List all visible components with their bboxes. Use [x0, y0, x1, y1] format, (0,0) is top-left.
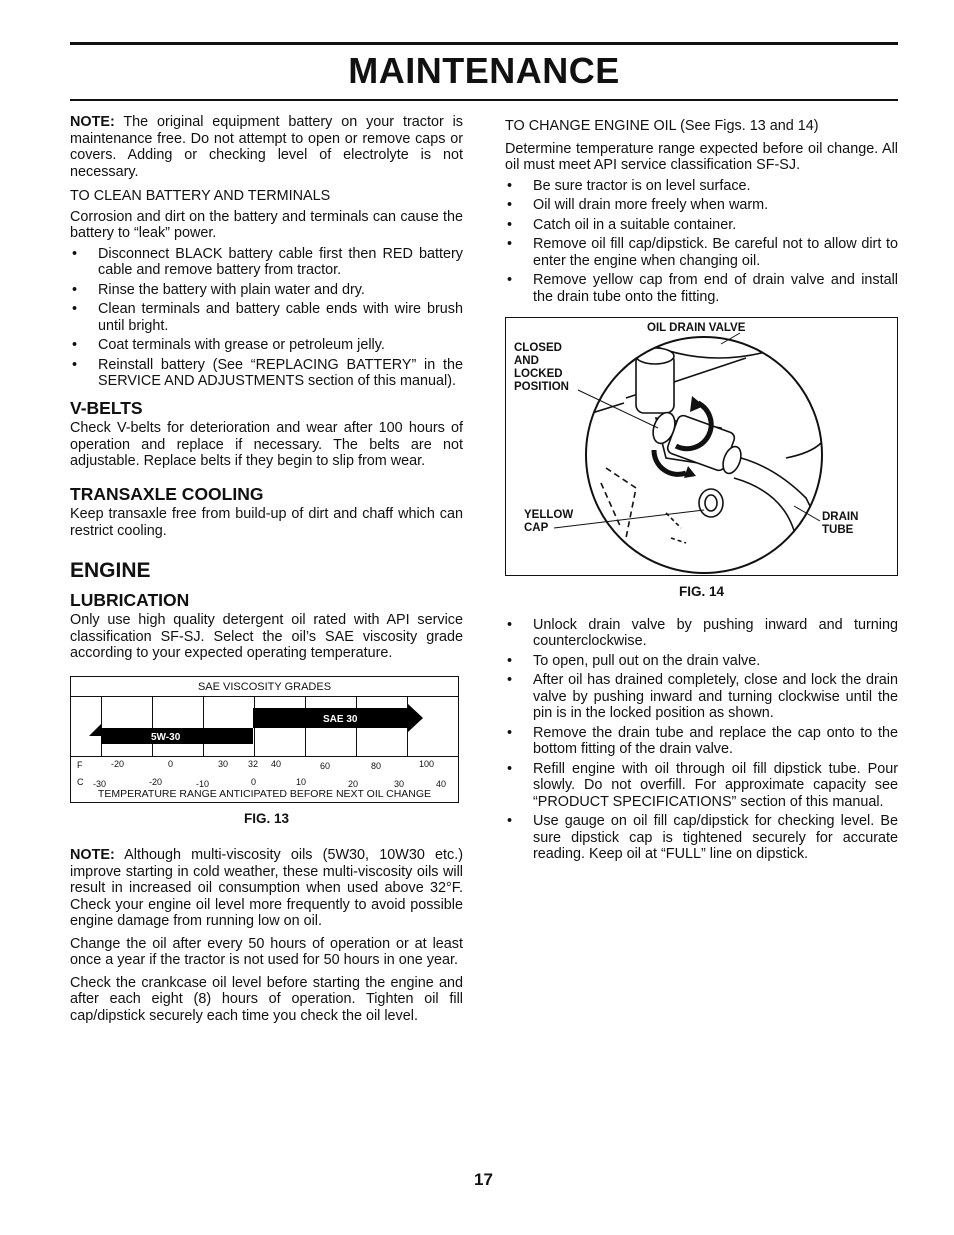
list-item: • Remove oil fill cap/dipstick. Be careful not to allow dirt to enter the engine when changing oil. — [505, 236, 898, 269]
label-yellow-cap: YELLOW CAP — [524, 509, 574, 534]
fig14-caption: FIG. 14 — [678, 584, 724, 599]
vbelts-text: Check V-belts for deterioration and wear after 100 hours of operation and replace if necessary. The belts are not adjustable. Replace belts if they begin to slip from wear. — [70, 420, 463, 469]
oil-change-interval: Change the oil after every 50 hours of operation or at least once a year if the tractor is not used for 50 hours in one year. — [70, 935, 463, 968]
list-item: • Use gauge on oil fill cap/dipstick for checking level. Be sure dipstick cap is tightened securely for accurate reading. Keep oil at “FULL” line on dipstick. — [505, 813, 898, 863]
tick-label: 0 — [168, 758, 174, 769]
scale-rule — [71, 756, 458, 757]
chart-footer: TEMPERATURE RANGE ANTICIPATED BEFORE NEXT OIL CHANGE — [97, 787, 432, 800]
tick-label: 20 — [348, 778, 359, 789]
multi-viscosity-note: NOTE: Although multi-viscosity oils (5W30, 10W30 etc.) improve starting in cold weather, these multi-viscosity oils will result in increased oil consumption when used above 32°F. Check your engine oil level more frequently to avoid possible engine damage from running low on oil. — [70, 847, 463, 929]
tick-label: 40 — [271, 758, 282, 769]
drain-valve-figure — [505, 317, 898, 576]
header-top-rule — [70, 42, 898, 45]
oil-change-intro: Determine temperature range expected before oil change. All oil must meet API service classification SF-SJ. — [505, 140, 898, 173]
list-item: • Oil will drain more freely when warm. — [505, 197, 898, 214]
label-drain-tube: DRAIN TUBE — [822, 511, 859, 536]
list-item: • Remove yellow cap from end of drain valve and install the drain tube onto the fitting. — [505, 272, 898, 305]
label-closed-locked: CLOSED AND LOCKED POSITION — [514, 342, 569, 393]
tick-label: 100 — [419, 758, 435, 769]
left-column — [70, 114, 463, 1028]
list-item: • Rinse the battery with plain water and dry. — [70, 282, 463, 299]
tick-label: 0 — [251, 776, 257, 787]
list-item: • Disconnect BLACK battery cable first then RED battery cable and remove battery from tractor. — [70, 246, 463, 279]
label-oil-drain-valve: OIL DRAIN VALVE — [647, 322, 746, 334]
bar-5w30-label: 5W-30 — [151, 731, 181, 743]
list-item: • Reinstall battery (See “REPLACING BATTERY” in the SERVICE AND ADJUSTMENTS section of this manual). — [70, 357, 463, 390]
tick-label: 32 — [248, 758, 259, 769]
battery-note: NOTE: The original equipment battery on your tractor is maintenance free. Do not attempt to open or remove caps or covers. Adding or checking level of electrolyte is not necessary. — [70, 114, 463, 180]
c-scale-label: C — [77, 776, 84, 787]
battery-caption: TO CLEAN BATTERY AND TERMINALS — [70, 188, 331, 204]
tick-label: -30 — [93, 778, 107, 789]
f-scale-label: F — [77, 759, 83, 770]
tick-label: 30 — [394, 778, 405, 789]
tick-label: -20 — [111, 758, 125, 769]
list-item: • Remove the drain tube and replace the cap onto to the bottom fitting of the drain valve. — [505, 725, 898, 758]
tick-label: 10 — [296, 776, 307, 787]
bar-sae30-label: SAE 30 — [323, 713, 358, 725]
oil-change-caption: TO CHANGE ENGINE OIL (See Figs. 13 and 14) — [505, 118, 819, 134]
battery-steps — [70, 246, 463, 390]
lubrication-heading: LUBRICATION — [70, 589, 190, 610]
tick-label: -20 — [149, 776, 163, 787]
list-item: • Refill engine with oil through oil fill dipstick tube. Pour slowly. Do not overfill. For approximate capacity see “PRODUCT SPECIFICATIONS” section of this manual. — [505, 761, 898, 811]
viscosity-chart — [70, 676, 459, 803]
list-item: • After oil has drained completely, close and lock the drain valve by pushing inward and turning clockwise until the pin is in the locked position as shown. — [505, 672, 898, 722]
oil-check-text: Check the crankcase oil level before starting the engine and after each eight (8) hours of operation. Tighten oil fill cap/dipstick securely each time you check the oil level. — [70, 974, 463, 1024]
page-number: 17 — [474, 1170, 493, 1189]
page-title: MAINTENANCE — [348, 50, 620, 91]
battery-intro: Corrosion and dirt on the battery and terminals can cause the battery to “leak” power. — [70, 208, 463, 241]
tick-label: -10 — [196, 778, 210, 789]
engine-heading: ENGINE — [70, 559, 151, 582]
tick-label: 60 — [320, 760, 331, 771]
tick-label: 40 — [436, 778, 447, 789]
list-item: • To open, pull out on the drain valve. — [505, 653, 898, 670]
list-item: • Be sure tractor is on level surface. — [505, 178, 898, 195]
fig13-caption: FIG. 13 — [243, 810, 289, 826]
transaxle-heading: TRANSAXLE COOLING — [70, 483, 264, 504]
drain-valve-illustration — [506, 318, 897, 575]
lubrication-text: Only use high quality detergent oil rated with API service classification SF-SJ. Select the oil’s SAE viscosity grade according to your expected operating temperature. — [70, 612, 463, 661]
tick-label: 30 — [218, 758, 229, 769]
transaxle-text: Keep transaxle free from build-up of dirt and chaff which can restrict cooling. — [70, 506, 463, 539]
right-column — [505, 114, 898, 867]
list-item: • Catch oil in a suitable container. — [505, 217, 898, 234]
list-item: • Coat terminals with grease or petroleum jelly. — [70, 337, 463, 354]
list-item: • Unlock drain valve by pushing inward and turning counterclockwise. — [505, 617, 898, 650]
vbelts-heading: V-BELTS — [70, 397, 143, 418]
list-item: • Clean terminals and battery cable ends with wire brush until bright. — [70, 301, 463, 334]
header-bottom-rule — [70, 99, 898, 101]
chart-title: SAE VISCOSITY GRADES — [197, 680, 332, 693]
drain-steps — [505, 617, 898, 863]
tick-label: 80 — [371, 760, 382, 771]
prep-steps — [505, 178, 898, 306]
